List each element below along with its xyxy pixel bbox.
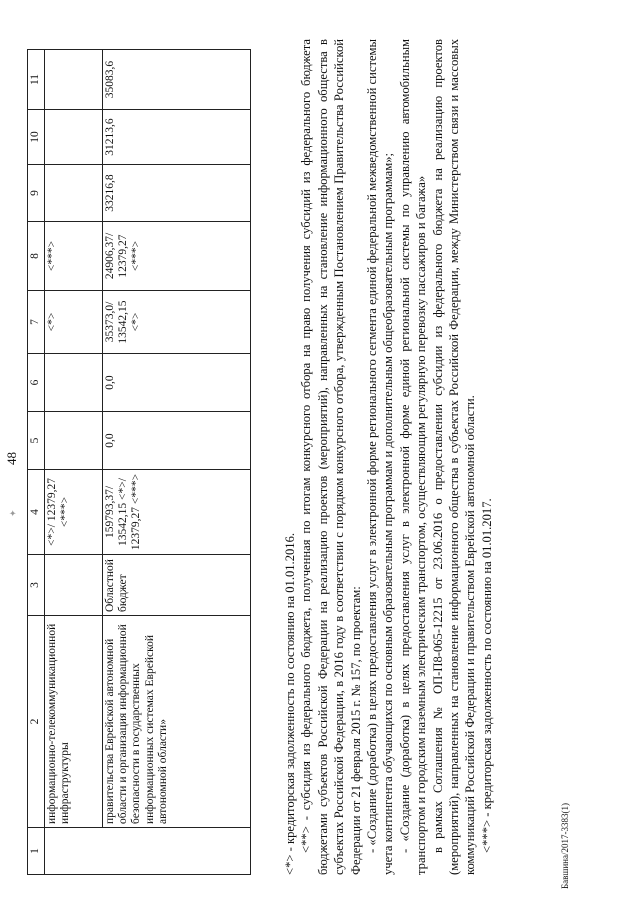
table-cell: <***>	[45, 222, 103, 291]
table-cell	[45, 50, 103, 110]
table-cell: 0,0	[103, 354, 251, 412]
footnote: в рамках Соглашения № ОП-П8-065-12215 от 23.06.2016 о предоставлении субсидии из федерального бюджета на реализацию проектов (мероприятий), направленных на становление информационного общества в субъектах Российской Федерации, между Министерством связи и массовых коммуникаций Российской Федерации и правительством Еврейской автономной области.	[430, 39, 478, 875]
table-cell	[45, 354, 103, 412]
col-header: 11	[28, 50, 45, 110]
col-header: 10	[28, 110, 45, 165]
table-cell: 159793,37/ 13542,15 <*>/ 12379,27 <***>	[103, 470, 251, 555]
table-cell: 31213,6	[103, 110, 251, 165]
col-header: 7	[28, 291, 45, 354]
table-cell: 35373,0/ 13542,15 <*>	[103, 291, 251, 354]
table-cell	[45, 165, 103, 222]
footnote: <*> - кредиторская задолженность по состоянию на 01.01.2016.	[283, 532, 297, 875]
document-number: Бавшина/2017-3383(1)	[560, 803, 570, 889]
col-header: 3	[28, 555, 45, 616]
table-cell: правительства Еврейской автономной области и организация информационной безопасности в государственных информационных системах Еврейской автономной области»	[103, 616, 251, 828]
col-header: 5	[28, 412, 45, 470]
table-cell	[45, 555, 103, 616]
table-cell	[45, 110, 103, 165]
col-header: 1	[28, 828, 45, 875]
budget-table	[27, 49, 251, 875]
table-cell: 0,0	[103, 412, 251, 470]
table-cell: Областной бюджет	[103, 555, 251, 616]
table-cell: 33216,8	[103, 165, 251, 222]
col-header: 4	[28, 470, 45, 555]
table-row	[45, 50, 103, 875]
footnote: - «Создание (доработка) в целях предоставления услуг в электронной форме единой региональной системы по управлению автомобильным транспортом и городским наземным электрическим транспортом, осуществляющим регулярную перевозку пассажиров и багажа»	[397, 39, 429, 875]
table-cell: <*>	[45, 291, 103, 354]
col-header: 8	[28, 222, 45, 291]
table-cell: 35083,6	[103, 50, 251, 110]
table-header-row	[28, 50, 45, 875]
footnote: <***> - кредиторская задолженность по состоянию на 01.01.2017.	[479, 498, 494, 853]
table-cell: <*>/ 12379,27 <***>	[45, 470, 103, 555]
col-header: 6	[28, 354, 45, 412]
page-number: 48	[4, 452, 19, 465]
footnote: <**> - субсидия из федерального бюджета, полученная по итогам конкурсного отбора на право получения субсидий из федерального бюджета бюджетами субъектов Российской Федерации на реализацию проектов (мероприятий), направленных на становление информационного общества в субъектах Российской Федерации, в 2016 году в соответствии с порядком конкурсного отбора, утвержденным Постановлением Правительства Российской Федерации от 21 февраля 2015 г. № 157, по проектам:	[299, 39, 363, 875]
table-cell	[45, 412, 103, 470]
scan-mark: ✦	[8, 509, 18, 517]
table-cell: информационно-телекоммуникационной инфраструктуры	[45, 616, 103, 828]
table-cell	[45, 828, 251, 875]
footnotes	[282, 39, 495, 875]
table-cell: 24906,37/ 12379,27 <***>	[103, 222, 251, 291]
col-header: 9	[28, 165, 45, 222]
footnote: - «Создание (доработка) в целях предоставления услуг в электронной форме регионального сегмента единой федеральной межведомственной системы учета контингента обучающихся по основным образовательным программам и дополнительным общеобразовательным программам»;	[365, 39, 396, 875]
col-header: 2	[28, 616, 45, 828]
table-row	[103, 50, 251, 875]
